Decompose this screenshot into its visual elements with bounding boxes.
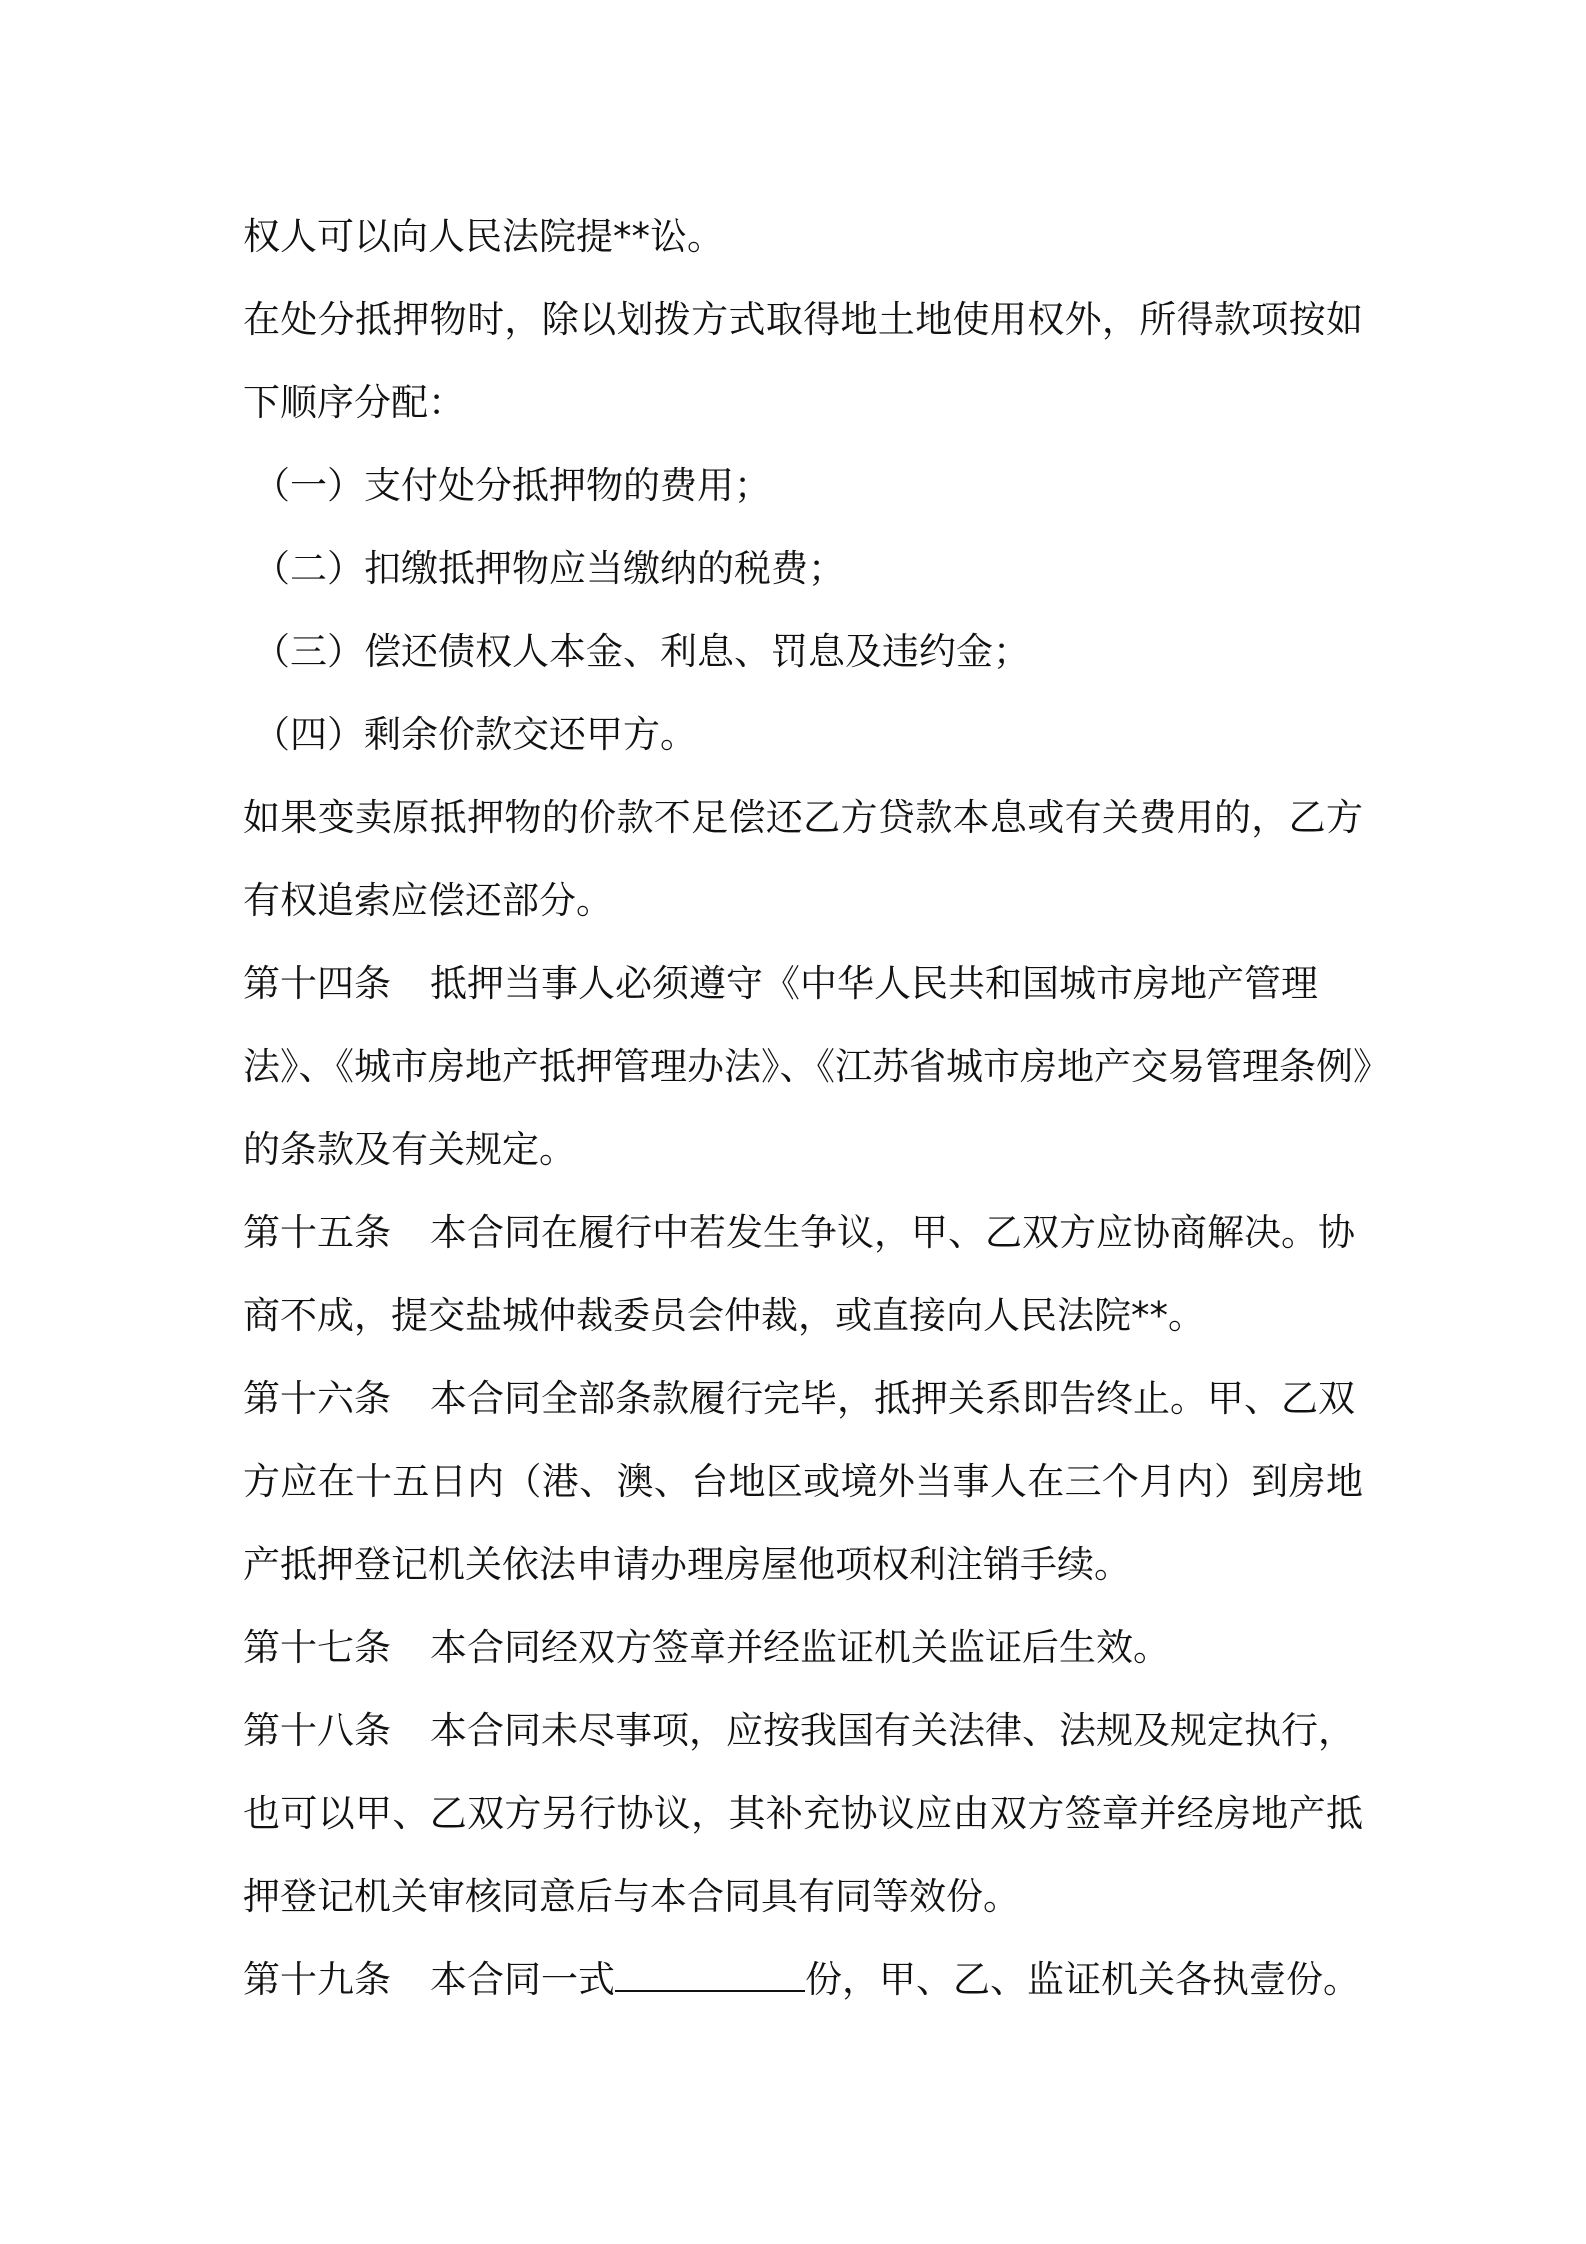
list-item: （一）支付处分抵押物的费用； bbox=[253, 464, 771, 507]
article-14-line bbox=[243, 942, 1363, 1025]
article-text: 本合同在履行中若发生争议，甲、乙双方应协商解决。协 bbox=[430, 1211, 1355, 1254]
paragraph-line: 如果变卖原抵押物的价款不足偿还乙方贷款本息或有关费用的，乙方 bbox=[243, 796, 1363, 839]
article-15-line: 商不成，提交盐城仲裁委员会仲裁，或直接向人民法院**。 bbox=[243, 1294, 1205, 1337]
article-number: 第十四条 bbox=[243, 962, 391, 1005]
list-item: （二）扣缴抵押物应当缴纳的税费； bbox=[253, 547, 845, 590]
article-14-line: 法》、《城市房地产抵押管理办法》、《江苏省城市房地产交易管理条例》 bbox=[243, 1045, 1390, 1088]
article-text: 本合同经双方签章并经监证机关监证后生效。 bbox=[430, 1626, 1170, 1669]
paragraph-line: 有权追索应偿还部分。 bbox=[243, 879, 613, 922]
article-17-line bbox=[243, 1606, 1363, 1689]
article-text: 抵押当事人必须遵守《中华人民共和国城市房地产管理 bbox=[430, 962, 1318, 1005]
article-18-line: 押登记机关审核同意后与本合同具有同等效份。 bbox=[243, 1875, 1020, 1918]
copies-blank-field[interactable] bbox=[615, 1960, 805, 1992]
article-16-line: 方应在十五日内（港、澳、台地区或境外当事人在三个月内）到房地 bbox=[243, 1460, 1363, 1503]
paragraph-line: 权人可以向人民法院提**讼。 bbox=[243, 215, 724, 258]
article-14-line: 的条款及有关规定。 bbox=[243, 1128, 576, 1171]
article-text: 份，甲、乙、监证机关各执壹份。 bbox=[805, 1958, 1360, 2001]
list-item: （三）偿还债权人本金、利息、罚息及违约金； bbox=[253, 630, 1030, 673]
article-number: 第十六条 bbox=[243, 1377, 391, 1420]
article-number: 第十五条 bbox=[243, 1211, 391, 1254]
article-15-line bbox=[243, 1191, 1363, 1274]
article-number: 第十七条 bbox=[243, 1626, 391, 1669]
paragraph-line: 下顺序分配： bbox=[243, 381, 465, 424]
list-item: （四）剩余价款交还甲方。 bbox=[253, 713, 697, 756]
article-19-line bbox=[243, 1938, 1363, 2021]
paragraph-line: 在处分抵押物时，除以划拨方式取得地土地使用权外，所得款项按如 bbox=[243, 298, 1363, 341]
article-text: 本合同未尽事项，应按我国有关法律、法规及规定执行， bbox=[430, 1709, 1355, 1752]
document-body bbox=[243, 195, 1390, 2021]
article-18-line: 也可以甲、乙双方另行协议，其补充协议应由双方签章并经房地产抵 bbox=[243, 1792, 1363, 1835]
article-number: 第十九条 bbox=[243, 1958, 391, 2001]
article-16-line bbox=[243, 1357, 1363, 1440]
article-text: 本合同全部条款履行完毕，抵押关系即告终止。甲、乙双 bbox=[430, 1377, 1355, 1420]
article-number: 第十八条 bbox=[243, 1709, 391, 1752]
article-18-line bbox=[243, 1689, 1363, 1772]
article-text: 本合同一式 bbox=[430, 1958, 615, 2001]
article-16-line: 产抵押登记机关依法申请办理房屋他项权利注销手续。 bbox=[243, 1543, 1131, 1586]
